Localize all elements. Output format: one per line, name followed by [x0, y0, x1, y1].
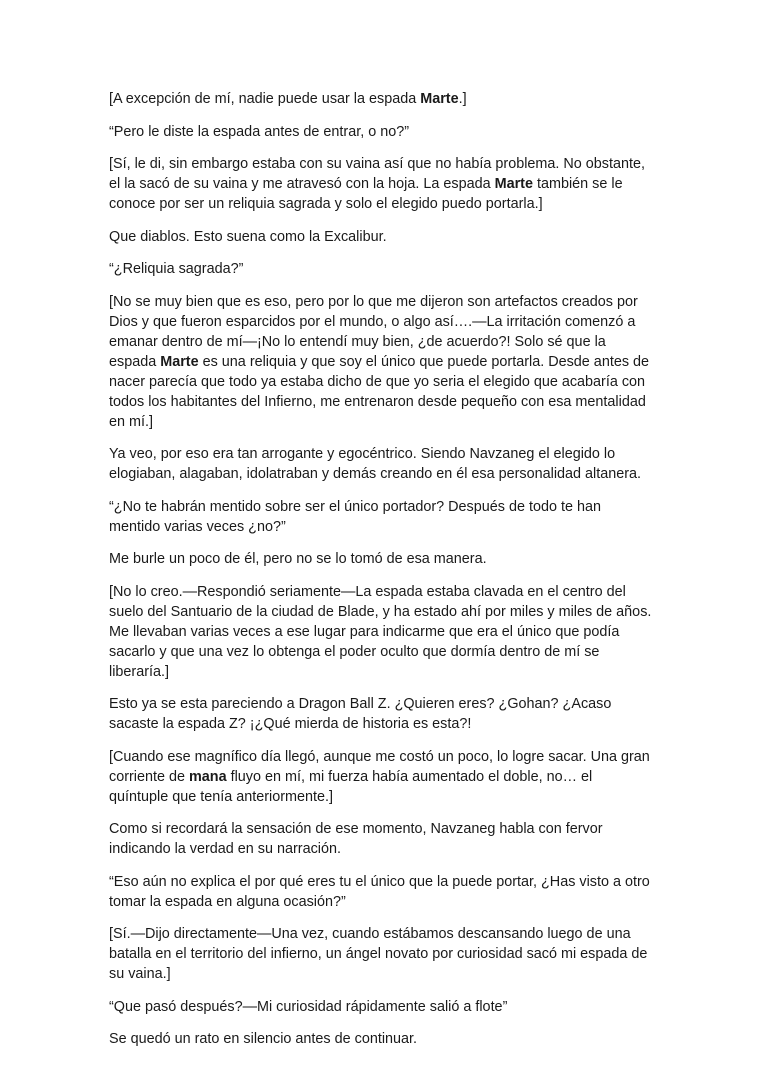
- paragraph: [109, 582, 654, 682]
- text-run: Como si recordará la sensación de ese momento, Navzaneg habla con fervor indicando la verdad en su narración.: [109, 821, 603, 857]
- text-run: Se quedó un rato en silencio antes de continuar.: [109, 1031, 418, 1047]
- text-run: Que diablos. Esto suena como la Excalibur.: [109, 228, 387, 245]
- bold-term: Marte: [420, 91, 459, 107]
- text-run: fluyo en mí, mi fuerza había aumentado el doble, no… el quíntuple que tenía anteriormente.]: [109, 768, 593, 805]
- paragraph: [109, 924, 654, 984]
- text-run: “¿No te habrán mentido sobre ser el único portador? Después de todo te han mentido varias veces ¿no?”: [109, 498, 601, 535]
- text-run: también se le conoce por ser un reliquia sagrada y solo el elegido puedo portarla.]: [109, 176, 623, 212]
- text-run: es una reliquia y que soy el único que puede portarla. Desde antes de nacer parecía que todo ya estaba dicho de que yo seria el elegido que acabaría con todos los habitantes del Infierno, me entrenaron desde pequeño con esa mentalidad en mí.]: [109, 353, 650, 430]
- paragraph: [109, 259, 654, 279]
- paragraph: [109, 747, 654, 807]
- bold-term: Marte: [494, 176, 533, 192]
- paragraph: [109, 549, 654, 569]
- paragraph: [109, 997, 654, 1017]
- paragraph: [109, 694, 654, 734]
- paragraph: [109, 819, 654, 859]
- text-run: [Sí.—Dijo directamente—Una vez, cuando estábamos descansando luego de una batalla en el territorio del infierno, un ángel novato por curiosidad sacó mi espada de su vaina.]: [109, 926, 648, 982]
- text-run: Esto ya se esta pareciendo a Dragon Ball Z. ¿Quieren eres? ¿Gohan? ¿Acaso sacaste la espada Z? ¡¿Qué mierda de historia es esta?!: [109, 696, 612, 732]
- text-run: [No lo creo.—Respondió seriamente—La espada estaba clavada en el centro del suelo del Santuario de la ciudad de Blade, y ha estado ahí por miles y miles de años. Me llevaban varias veces a ese lugar para indicarme que era el único que podía sacarlo y que una vez lo obtenga el poder oculto que dormía dentro de mí se liberaría.]: [109, 583, 652, 680]
- paragraph: [109, 154, 654, 214]
- text-run: Ya veo, por eso era tan arrogante y egocéntrico. Siendo Navzaneg el elegido lo elogiaban, alagaban, idolatraban y demás creando en él esa personalidad altanera.: [109, 446, 642, 482]
- text-run: “¿Reliquia sagrada?”: [109, 261, 244, 277]
- text-run: “Eso aún no explica el por qué eres tu el único que la puede portar, ¿Has visto a otro tomar la espada en alguna ocasión?”: [109, 873, 650, 910]
- paragraph: [109, 292, 654, 432]
- paragraph: [109, 1029, 654, 1049]
- paragraph: [109, 122, 654, 142]
- bold-term: mana: [189, 768, 227, 785]
- text-run: [A excepción de mí, nadie puede usar la espada: [109, 91, 421, 107]
- text-run: .]: [458, 91, 467, 107]
- paragraph: [109, 89, 654, 109]
- paragraph: [109, 227, 654, 247]
- text-run: Me burle un poco de él, pero no se lo tomó de esa manera.: [109, 551, 487, 567]
- text-run: “Que pasó después?—Mi curiosidad rápidamente salió a flote”: [109, 998, 508, 1015]
- text-run: [No se muy bien que es eso, pero por lo que me dijeron son artefactos creados por Dios y que fueron esparcidos por el mundo, o algo así….—La irritación comenzó a emanar dentro de mí—¡No lo entendí muy bien, ¿de acuerdo?! Solo sé que la espada: [109, 293, 638, 370]
- text-run: [Sí, le di, sin embargo estaba con su vaina así que no había problema. No obstante, el la sacó de su vaina y me atravesó con la hoja. La espada: [109, 156, 645, 192]
- paragraph: [109, 444, 654, 484]
- document-page: [109, 89, 654, 1062]
- text-run: [Cuando ese magnífico día llegó, aunque me costó un poco, lo logre sacar. Una gran corriente de: [109, 748, 650, 785]
- paragraph: [109, 872, 654, 912]
- text-run: “Pero le diste la espada antes de entrar, o no?”: [109, 123, 409, 140]
- bold-term: Marte: [160, 353, 199, 370]
- paragraph: [109, 497, 654, 537]
